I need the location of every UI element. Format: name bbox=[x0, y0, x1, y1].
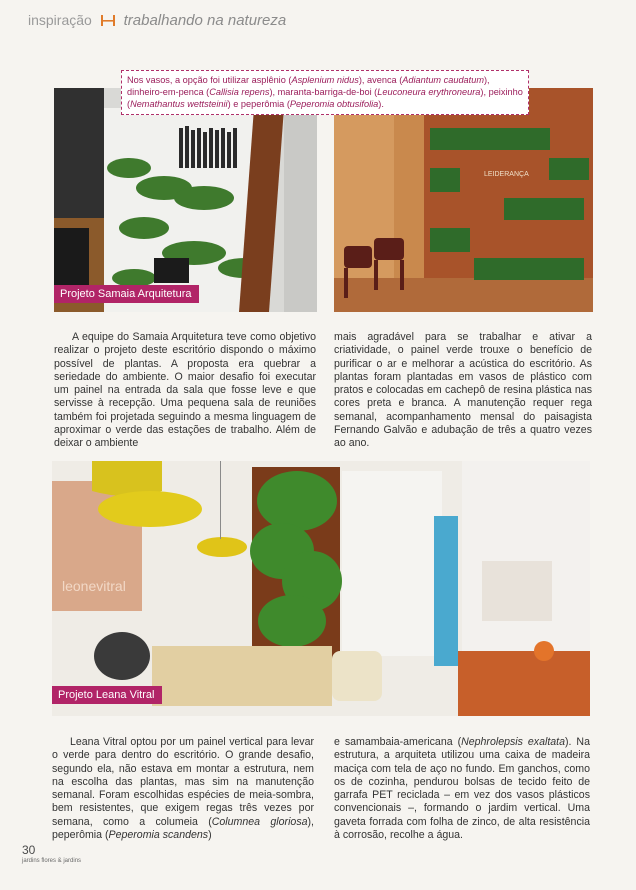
text-run: ). Na estrutura, a arquiteta utilizou uma caixa de madeira maciça com tela de aço no fundo. Em ganchos, como os de cozinha, pendurou bolsas de tecido feito de garrafa PET reciclada – em vez dos vasos plásticos convencionais –, formando o jardim vertical. Uma gaveta forrada com folha de zinco, de alta resistência à corrosão, recolhe a água. bbox=[334, 736, 590, 842]
wall-sign: LEIDERANÇA bbox=[484, 171, 529, 178]
office-shelf-photo bbox=[54, 88, 317, 312]
article2-column1 bbox=[52, 736, 314, 842]
species-name: Nephrolepsis exaltata bbox=[461, 736, 565, 748]
text-run: ), maranta-barriga-de-boi ( bbox=[269, 87, 378, 97]
project-label-prefix: Projeto bbox=[60, 288, 95, 300]
section-label: inspiração bbox=[28, 12, 92, 28]
species-name: Asplenium nidus bbox=[291, 75, 359, 85]
office-shelf-illustration bbox=[54, 88, 317, 312]
text-run: ). bbox=[378, 99, 384, 109]
project-label-name: Samaia Arquitetura bbox=[97, 288, 192, 300]
species-name: Leuconeura erythroneura bbox=[377, 87, 481, 97]
text-run: ), dinheiro-em-penca ( bbox=[127, 75, 490, 97]
species-name: Nemathantus wettsteinii bbox=[130, 99, 228, 109]
project-label-leana bbox=[52, 686, 162, 704]
project-label-samaia bbox=[54, 285, 199, 303]
magazine-name: jardins flores & jardins bbox=[22, 858, 82, 864]
text-run: ), peixinho ( bbox=[127, 87, 523, 109]
species-name: Callisia repens bbox=[209, 87, 270, 97]
vertical-garden-office-photo bbox=[52, 461, 590, 716]
text-run: ), peperômia ( bbox=[52, 815, 314, 842]
page-title: trabalhando na natureza bbox=[123, 12, 287, 29]
meeting-room-photo bbox=[334, 88, 593, 312]
article1-column2: mais agradável para se trabalhar e ativar a criatividade, o painel verde trouxe o benefício de purificar o ar e melhorar a acústica do escritório. As plantas foram plantadas em vasos de plástico com pratos e colocadas em cachepô de resina plástica nas cores preta e branca. A manutenção requer rega semanal, acompanhamento mensal do paisagista Fernando Galvão e adubação de três a quatro vezes ao ano. bbox=[334, 331, 592, 450]
section-divider-icon bbox=[100, 14, 116, 27]
species-name: Peperomia scandens bbox=[108, 829, 209, 842]
text-run: e samambaia-americana ( bbox=[334, 736, 462, 748]
species-name: Columnea gloriosa bbox=[211, 815, 308, 828]
vertical-garden-illustration bbox=[52, 461, 590, 716]
text-run: ) e peperômia ( bbox=[227, 99, 290, 109]
page-header bbox=[28, 12, 286, 29]
text-run: ) bbox=[208, 829, 212, 842]
page-number: 30 bbox=[22, 843, 36, 857]
project-label-name: Leana Vitral bbox=[95, 689, 155, 701]
plant-caption bbox=[121, 70, 529, 115]
text-run: Leana Vitral optou por um painel vertical para levar o verde para dentro do escritório. O grande desafio, segundo ela, não estava em montar a estrutura, nem na escolha das plantas, mas sim na manutenção semanal. Foram escolhidas espécies de meia-sombra, bem resistentes, que exigem regas três vezes por semana, como a columeia ( bbox=[52, 736, 314, 828]
meeting-room-illustration bbox=[334, 88, 593, 312]
article2-column2 bbox=[334, 736, 590, 842]
species-name: Peperomia obtusifolia bbox=[289, 99, 379, 109]
wall-sign: leonevitral bbox=[62, 578, 126, 594]
species-name: Adiantum caudatum bbox=[402, 75, 484, 85]
text-run: ), avenca ( bbox=[358, 75, 403, 85]
text-run: Nos vasos, a opção foi utilizar asplênio ( bbox=[127, 75, 292, 85]
article1-column1: A equipe do Samaia Arquitetura teve como objetivo realizar o projeto deste escritório dispondo o máximo possível de plantas. A proposta era quebrar a seriedade do ambiente. O maior desafio foi executar um painel na entrada da sala que fosse leve e que servisse à recepção. Uma pequena sala de reuniões também foi projetada seguindo a mesma linguagem de aproximar o verde das estações de trabalho. Além de deixar o ambiente bbox=[54, 331, 316, 450]
project-label-prefix: Projeto bbox=[58, 689, 93, 701]
